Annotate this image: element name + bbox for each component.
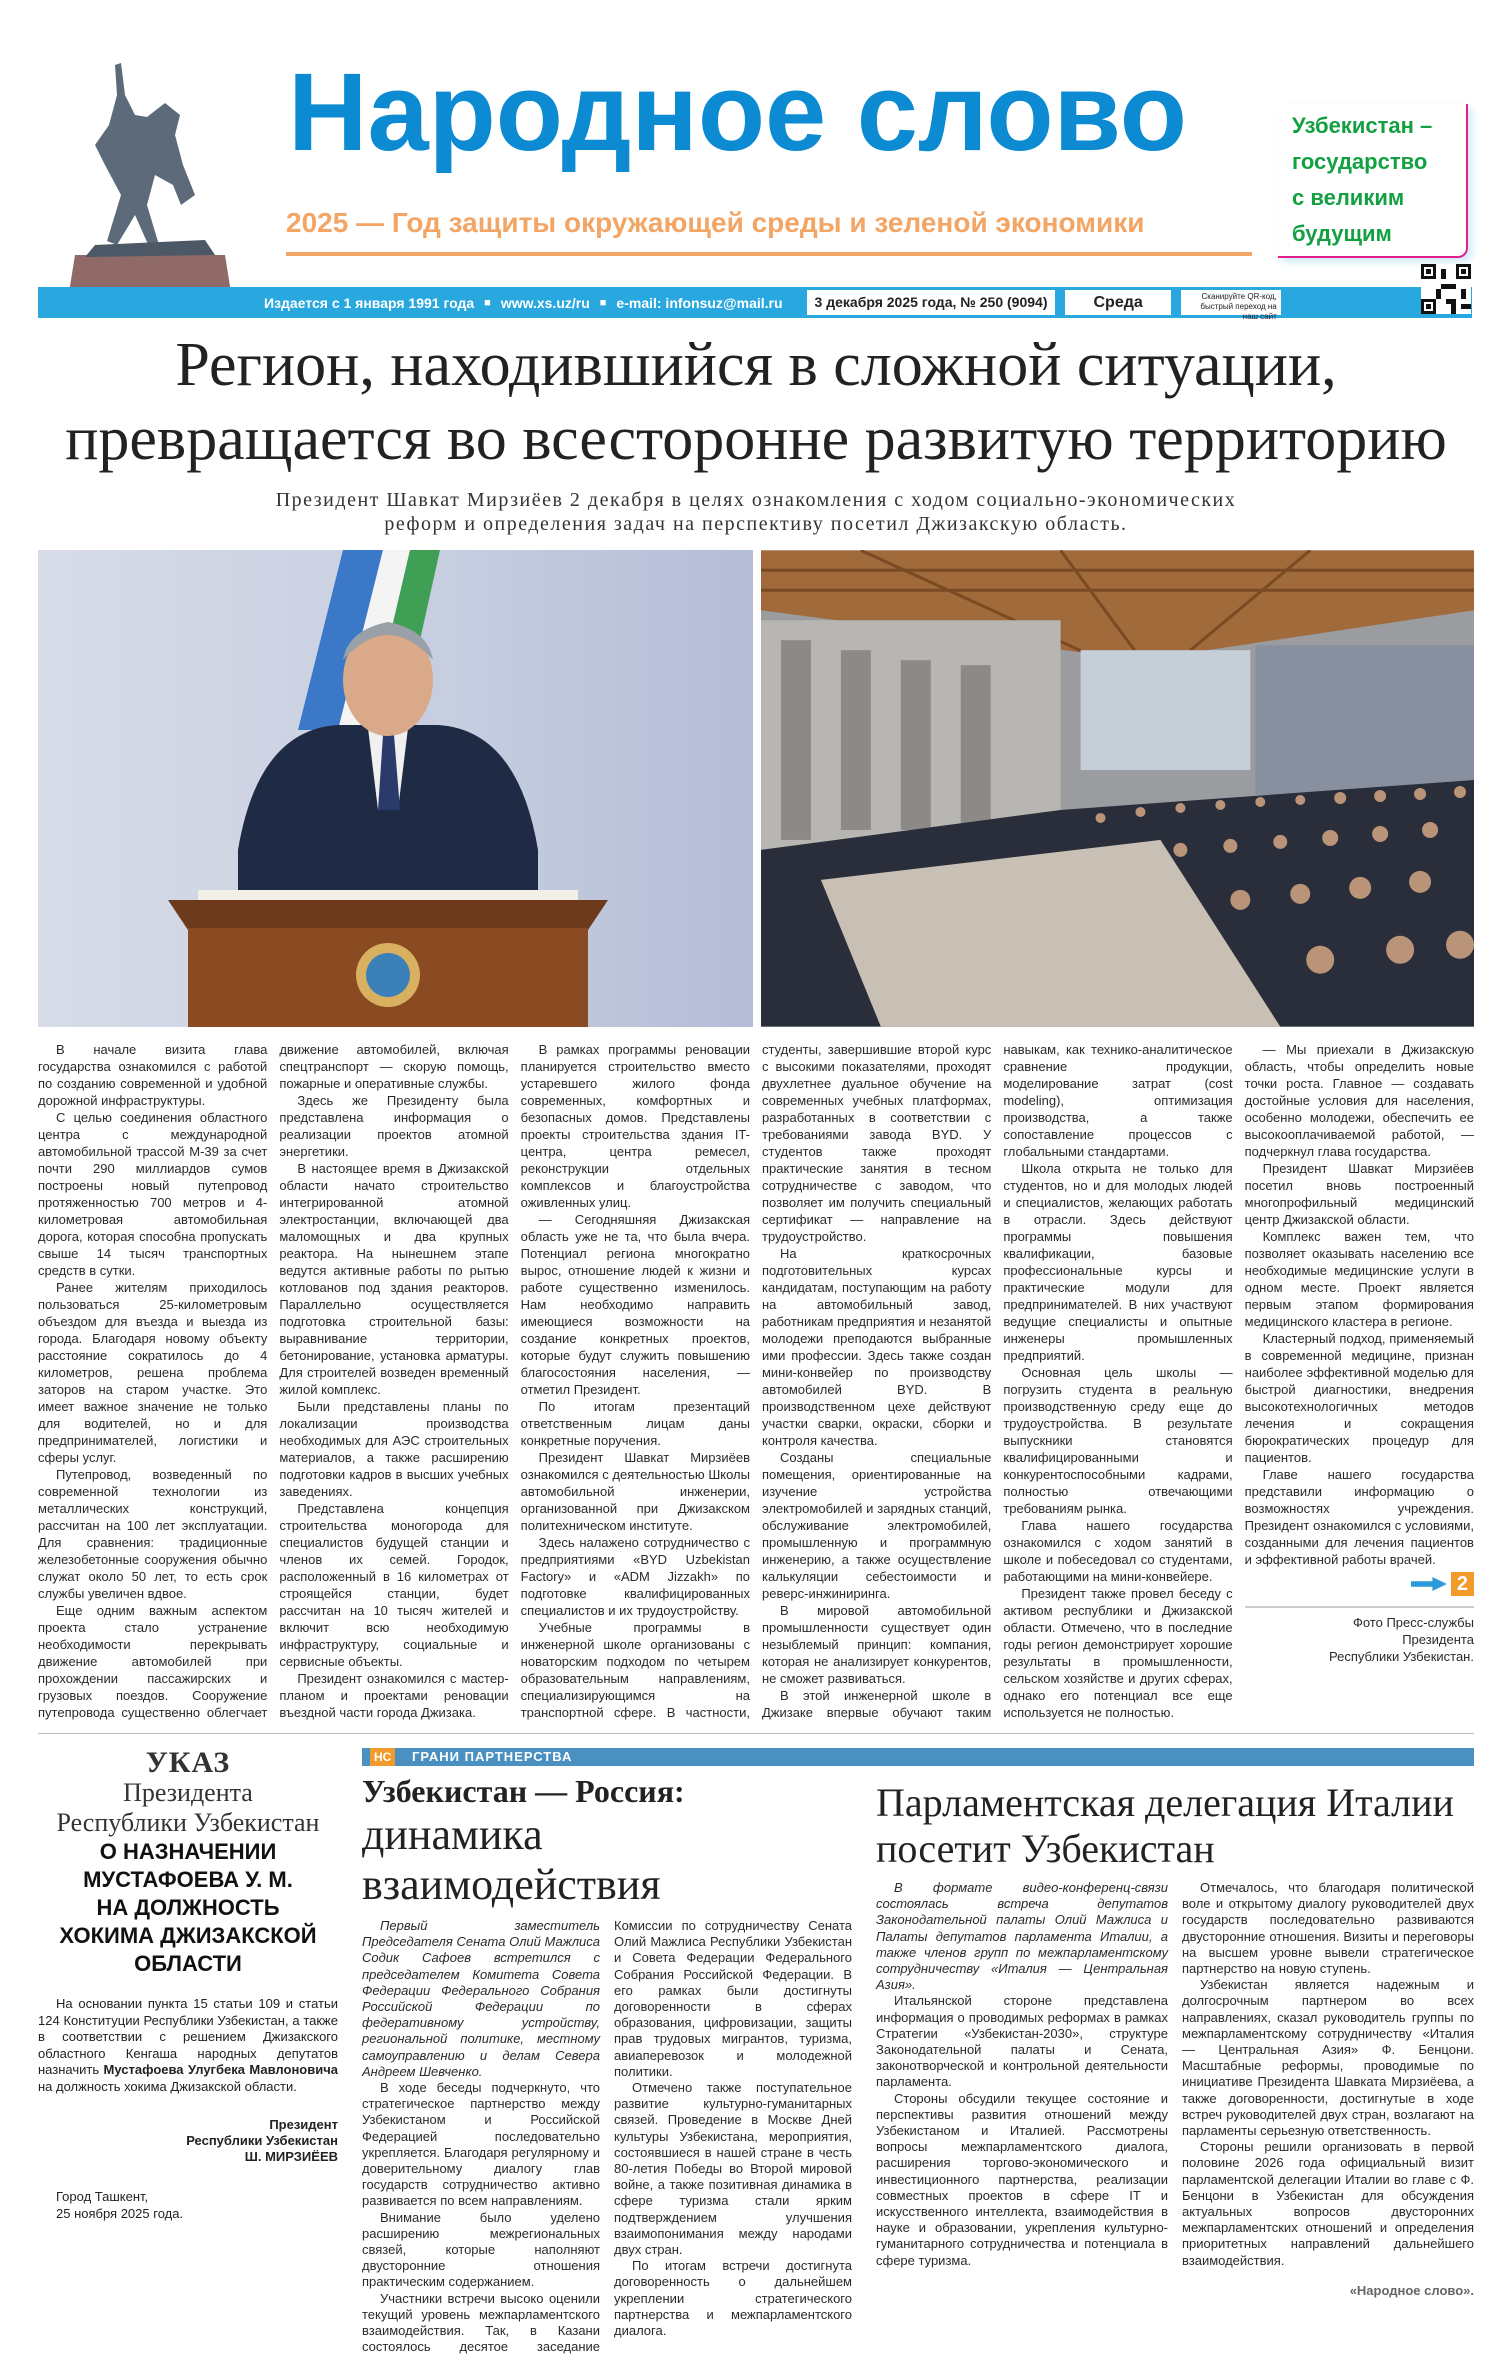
motto-box <box>1278 104 1468 258</box>
motto-line: государство <box>1292 149 1428 174</box>
rubric-band <box>362 1748 1474 1766</box>
lead-headline-line: Регион, находившийся в сложной ситуации, <box>175 331 1337 399</box>
article-paragraph: Здесь же Президенту была представлена информация о реализации проектов атомной энергетики. <box>279 1093 509 1159</box>
rubric-label: ГРАНИ ПАРТНЕРСТВА <box>412 1749 573 1764</box>
article-paragraph: Президент также провел беседу с активом республики и Джизакской области. Отмечено, что в последние годы регион демонстрирует хорошие результаты в промышленности, сельском хозяйстве и других сферах, однако его потенциал все еще используется не полностью. <box>1003 1586 1233 1720</box>
article-paragraph: В мировой автомобильной промышленности существует один незыблемый принцип: компания, которая не анализирует конкурентов, не сможет развиваться. <box>761 1603 992 1686</box>
decree-issuer-line: Республики Узбекистан <box>56 1808 320 1837</box>
partnership-section <box>362 1748 1474 2355</box>
italy-article-body <box>876 1880 1474 2299</box>
decree-body-text: На основании пункта 15 статьи 109 и статьи 124 Конституции Республики Узбекистан, а также в соответствии с решением Джизакского областного Кенгаша народных депутатов назначить <box>38 1996 338 2077</box>
lead-subtitle <box>38 488 1474 536</box>
photo-row <box>38 550 1474 1027</box>
president-speaking-photo <box>38 550 753 1027</box>
article-paragraph: Комплекс важен тем, что позволяет оказывать населению все необходимые медицинские услуги в одном месте. Проект является первым этапом формирования медицинского кластера в регионе. <box>1244 1229 1474 1329</box>
article-paragraph: В начале визита глава государства ознакомился с работой по созданию современной и удобной дорожной инфраструктуры. <box>38 1042 268 1108</box>
decree-title-line: НА ДОЛЖНОСТЬ <box>96 1895 280 1920</box>
article-paragraph: Основная цель школы — погрузить студента в реальную производственную среду еще до трудоустройства. В результате выпускники становятся квалифицированными и конкурентоспособными кадрами, полностью отвечающими требованиям рынка. <box>1003 1365 1233 1516</box>
decree-kind: УКАЗ <box>145 1746 231 1779</box>
continued-on-page <box>1245 1572 1474 1596</box>
lead-headline <box>38 328 1474 536</box>
photo-credit-line: Республики Узбекистан. <box>1329 1649 1474 1664</box>
russia-article-body <box>362 1918 852 2355</box>
italy-headline-line: Парламентская делегация Италии <box>876 1780 1454 1825</box>
email-link[interactable]: e-mail: infonsuz@mail.ru <box>616 294 783 311</box>
section-divider <box>38 1733 1474 1734</box>
appointee-name: Мустафоева Улугбека Мавлоновича <box>103 2062 338 2077</box>
lead-headline-line: превращается во всесторонне развитую территорию <box>65 405 1447 473</box>
lead-subtitle-line: реформ и определения задач на перспективу посетил Джизакскую область. <box>384 513 1128 535</box>
masthead <box>0 0 1512 322</box>
article-paragraph: В ходе беседы подчеркнуто, что стратегическое партнерство между Узбекистаном и Российской Федерацией последовательно укрепляется. Благодаря регулярному и доверительному диалогу глав государств сотрудничество активно развивается по всем направлениям. <box>362 2080 600 2209</box>
slogan-underline <box>286 252 1252 256</box>
russia-headline-top: Узбекистан — Россия: <box>362 1773 685 1809</box>
article-paragraph: Президент Шавкат Мирзиёев посетил вновь построенный многопрофильный медицинский центр Джизакской области. <box>1244 1161 1474 1227</box>
decree-signature <box>38 2117 338 2165</box>
signature-line: Ш. МИРЗИЁЕВ <box>244 2149 338 2164</box>
article-paragraph: В этой инженерной школе в Джизаке впервые обучают таким навыкам, как технико-аналитическое сравнение продукции, моделирование затрат (cost modeling), оптимизация производства, а также сопоставление процессов с глобальными стандартами. <box>761 1042 1233 1720</box>
decree-title-line: О НАЗНАЧЕНИИ <box>99 1839 277 1864</box>
weekday: Среда <box>1065 290 1170 315</box>
motto-line: Узбекистан – <box>1292 113 1433 138</box>
article-paragraph: Президент ознакомился с мастер-планом и проектами реновации въездной части города Джизака. <box>279 1671 509 1720</box>
article-paragraph: Еще одним важным аспектом проекта стало устранение необходимости перекрывать движение автомобилей при прохождении пассажирских и грузовых поездов. Сооружение путепровода существенно облегчает движение автомобилей, включая спецтранспорт — скорую помощь, пожарные и оперативные службы. <box>38 1042 509 1720</box>
place-line: Город Ташкент, <box>56 2189 149 2204</box>
article-paragraph: В настоящее время в Джизакской области начато строительство интегрированной атомной электростанции, включающей два маломощных и два крупных реактора. На нынешнем этапе ведутся активные работы по рытью котлованов под здания реакторов. Параллельно осуществляется подготовка строительной базы: выравнивание территории, бетонирование, установка арматуры. Для строителей возведен временный жилой комплекс. <box>279 1161 509 1397</box>
russia-article <box>362 1772 852 2355</box>
presidential-decree <box>38 1748 338 2222</box>
photo-credit-line: Президента <box>1402 1632 1474 1647</box>
decree-title-line: МУСТАФОЕВА У. М. <box>83 1867 293 1892</box>
lead-article-body <box>38 1041 1474 1721</box>
article-paragraph: На краткосрочных подготовительных курсах кандидатам, поступающим на работу на автомобильный завод, работникам предприятия и незанятой молодежи преподаются выбранные ими профессии. Здесь также создан мини-конвейер по производству автомобилей BYD. В производственном цехе действуют участки сварки, окраски, сборки и контроля качества. <box>761 1246 992 1448</box>
article-paragraph: — Сегодняшняя Джизакская область уже не та, что была вчера. Потенциал региона многократно вырос, отношение людей к жизни и работе существенно изменилось. Нам необходимо направить имеющиеся возможности на создание конкретных проектов, которые будут служить повышению благосостояния населения, — отметил Президент. <box>520 1212 750 1397</box>
article-paragraph: Здесь налажено сотрудничество с предприятиями «BYD Uzbekistan Factory» и «ADM Jizzakh» по подготовке квалифицированных специалистов и их трудоустройству. <box>520 1535 750 1618</box>
article-paragraph: Кластерный подход, применяемый в современной медицине, признан наиболее эффективной моделью для быстрой диагностики, внедрения высокотехнологичных методов лечения и сокращения бюрократических процедур для пациентов. <box>1244 1331 1474 1465</box>
signature-line: Президент <box>269 2117 338 2132</box>
article-paragraph: Ранее жителям приходилось пользоваться 25-километровым объездом для въезда и выезда из города. Благодаря новому объекту расстояние сократилось до 4 километров, решена проблема заторов на старом участке. Это имеет важное значение не только для водителей, но и для предпринимателей, логистики и сферы услуг. <box>38 1280 268 1465</box>
article-lead: В формате видео-конференц-связи состоялась встреча депутатов Законодательной палаты Олий Мажлиса и Палаты депутатов парламента Италии, а также членов групп по межпарламентскому сотрудничеству «Италия — Центральная Азия». <box>876 1880 1168 1993</box>
italy-article <box>876 1780 1474 2355</box>
decree-place-date <box>38 2189 338 2222</box>
article-paragraph: Учебные программы в инженерной школе организованы с новаторским подходом по четырем образовательным направлениям, специализирующимся на транспортной сфере. В частности, студенты, завершившие второй курс с высокими показателями, проходят двухлетнее дуальное обучение на современных учебных платформах, разработанных в соответствии с требованиями завода BYD. У студентов также проходят практические занятия в тесном сотрудничестве с заводом, что позволяет им получить специальный сертификат — направление на трудоустройство. <box>520 1042 992 1720</box>
article-paragraph: Созданы специальные помещения, ориентированные на изучение устройства электромобилей и зарядных станций, обслуживание электромобилей, промышленную и программную инженерию, а также осуществление калькуляции себестоимости и реверс-инжиниринга. <box>761 1450 992 1601</box>
article-paragraph: Президент Шавкат Мирзиёев ознакомился с деятельностью Школы автомобильной инженерии, организованной при Джизакском политехническом институте. <box>520 1450 750 1533</box>
assembly-hall-photo <box>761 550 1474 1027</box>
decree-issuer-line: Президента <box>123 1778 253 1807</box>
italy-headline-line: посетит Узбекистан <box>876 1826 1215 1871</box>
continued-page-number: 2 <box>1451 1572 1474 1596</box>
signature-line: Республики Узбекистан <box>186 2133 338 2148</box>
article-paragraph: Школа открыта не только для студентов, но и для молодых людей и специалистов, желающих работать в отрасли. Здесь действуют программы повышения квалификации, базовые профессиональные курсы и практические модули для предпринимателей. В них участвуют ведущие специалисты и опытные инженеры промышленных предприятий. <box>1003 1161 1233 1363</box>
article-paragraph: С целью соединения областного центра с международной автомобильной трассой М-39 за счет почти 290 миллиардов сумов построены новый путепровод протяженностью 700 метров и 4-километровая автомобильная дорога, которая способна пропускать свыше 14 тысяч транспортных средств в сутки. <box>38 1110 268 1278</box>
article-paragraph: По итогам встречи достигнута договоренность о дальнейшем укреплении стратегического партнерства и межпарламентского диалога. <box>614 2258 852 2339</box>
lead-subtitle-line: Президент Шавкат Мирзиёев 2 декабря в целях ознакомления с ходом социально-экономических <box>275 489 1237 511</box>
bottom-section <box>38 1748 1474 2365</box>
article-paragraph: Глава нашего государства ознакомился с ходом занятий в школе и побеседовал со студентами, работающими на мини-конвейере. <box>1003 1518 1233 1584</box>
article-paragraph: Внимание было уделено расширению межрегиональных связей, которые наполняют двусторонние отношения практическим содержанием. <box>362 2209 600 2290</box>
article-paragraph: Участники встречи высоко оценили текущий уровень межпарламентского взаимодействия. Так, в Казани состоялось десятое заседание Комиссии по сотрудничеству Сената Олий Мажлиса Республики Узбекистан и Совета Федерации Федерального Собрания Российской Федерации. В его рамках были достигнуты договоренности в сферах образования, цифровизации, защиты прав трудовых мигрантов, туризма, авиаперевозок и молодежной политики. <box>362 1918 852 2355</box>
photo-credit-line: Фото Пресс-службы <box>1352 1615 1474 1630</box>
newspaper-title: Народное слово <box>288 51 1187 174</box>
article-paragraph: По итогам презентаций ответственным лицам даны конкретные поручения. <box>520 1399 750 1448</box>
article-paragraph: Отмечено также поступательное развитие культурно-гуманитарных связей. Проведение в Москве Дней культуры Узбекистана, мероприятия, состоявшиеся в нашей стране в честь 80-летия Победы во Второй мировой войне, а также позитивная динамика в сфере туризма стали ярким подтверждением улучшения взаимопонимания между народами двух стран. <box>614 2080 852 2258</box>
arrow-right-icon <box>1411 1577 1447 1591</box>
article-paragraph: В рамках программы реновации планируется строительство вместо устаревшего жилого фонда современных, комфортных и безопасных домов. Представлены проекты строительства здания IT-центра, центра ремесел, реконструкции отдельных комплексов и благоустройства оживленных улиц. <box>520 1042 750 1210</box>
photo-credit <box>1245 1606 1474 1665</box>
publication-since: Издается с 1 января 1991 года <box>264 294 475 311</box>
website-link[interactable]: www.xs.uz/ru <box>500 294 590 311</box>
articles-row <box>362 1772 1474 2355</box>
info-band <box>38 287 1472 321</box>
decree-body-text: на должность хокима Джизакской области. <box>38 2078 297 2094</box>
article-paragraph: Стороны решили организовать в первой половине 2026 года официальный визит парламентской делегации Италии во главе с Ф. Бенцони в Узбекистан для обсуждения актуальных вопросов двусторонних межпарламентских отношений и определения приоритетных направлений дальнейшего взаимодействия. <box>1182 2139 1474 2268</box>
statue-logo-image <box>55 55 240 313</box>
qr-code-icon[interactable] <box>1421 264 1471 314</box>
motto-line: с великим <box>1292 185 1405 210</box>
rubric-badge: НС <box>370 1748 395 1766</box>
russia-headline-bottom: динамика взаимодействия <box>362 1810 661 1909</box>
article-paragraph: Представлена концепция строительства моногорода для специалистов будущей станции и членов их семей. Городок, расположенный в 16 километрах от строящейся станции, будет рассчитан на 10 тысяч жителей и включит всю необходимую инфраструктуру, социальные и сервисные объекты. <box>279 1501 509 1669</box>
article-paragraph: Путепровод, возведенный по современной технологии из металлических конструкций, рассчитан на 100 лет эксплуатации. Для сравнения: традиционные железобетонные сооружения обычно служат около 50 лет, то есть срок службы увеличен вдвое. <box>38 1467 268 1601</box>
date-line: 25 ноября 2025 года. <box>56 2205 184 2221</box>
article-lead: Первый заместитель Председателя Сената Олий Мажлиса Содик Сафоев встретился с председателем Комитета Совета Федерации Федерального Собрания Российской Федерации по федеративному устройству, региональной политике, местному самоуправлению и делам Севера Андреем Шевченко. <box>362 1918 600 2079</box>
article-paragraph: Главе нашего государства представили информацию о возможностях учреждения. Президент ознакомился с условиями, созданными для лечения пациентов и эффективной работы врачей. <box>1244 1467 1474 1567</box>
decree-title-line: ХОКИМА ДЖИЗАКСКОЙ <box>59 1923 317 1948</box>
article-paragraph: Отмечалось, что благодаря политической воле и открытому диалогу руководителей двух государств последовательно развиваются двусторонние отношения. Визиты и переговоры на высшем уровне вывели стратегическое партнерство на новую ступень. <box>1182 1880 1474 1977</box>
qr-hint: Сканируйте QR-код, быстрый переход на наш сайт <box>1181 290 1281 315</box>
decree-body <box>38 1996 338 2095</box>
motto-line: будущим <box>1292 221 1392 246</box>
article-signoff: «Народное слово». <box>1349 2282 1474 2298</box>
square-bullet-icon: ■ <box>599 296 607 309</box>
decree-title-line: ОБЛАСТИ <box>134 1951 242 1976</box>
issue-date-number: 3 декабря 2025 года, № 250 (9094) <box>807 290 1056 315</box>
article-paragraph: Были представлены планы по локализации производства необходимых для АЭС строительных материалов, а также расширению подготовки кадров в высших учебных заведениях. <box>279 1399 509 1499</box>
article-paragraph: Итальянской стороне представлена информация о проводимых реформах в рамках Стратегии «Узбекистан-2030», структуре Законодательной палаты и Сената, законотворческой и контрольной деятельности парламента. <box>876 1993 1168 2090</box>
square-bullet-icon: ■ <box>484 296 491 309</box>
article-paragraph: Стороны обсудили текущее состояние и перспективы развития отношений между Узбекистаном и Италией. Рассмотрены вопросы межпарламентского диалога, расширения торгово-экономического и инвестиционного партнерства, реализации совместных проектов в сфере IT и искусственного интеллекта, взаимодействия в науке и образовании, укрепления культурно-гуманитарного сотрудничества и потенциала в сфере туризма. <box>876 2090 1168 2268</box>
article-paragraph: Узбекистан является надежным и долгосрочным партнером во всех направлениях, сказал руководитель группы по межпарламентскому сотрудничеству «Италия — Центральная Азия» Ф. Бенцони. Масштабные реформы, проводимые по инициативе Президента Шавката Мирзиёева, а также договоренности, достигнутые в ходе встреч руководителей двух стран, возлагают на парламенты серьезную ответственность. <box>1182 1977 1474 2139</box>
year-slogan: 2025 — Год защиты окружающей среды и зеленой экономики <box>286 207 1145 238</box>
article-paragraph: — Мы приехали в Джизакскую область, чтобы определить новые точки роста. Главное — создавать достойные условия для населения, особенно молодежи, обеспечить ее высокооплачиваемой работой, — подчеркнул глава государства. <box>1244 1042 1474 1159</box>
